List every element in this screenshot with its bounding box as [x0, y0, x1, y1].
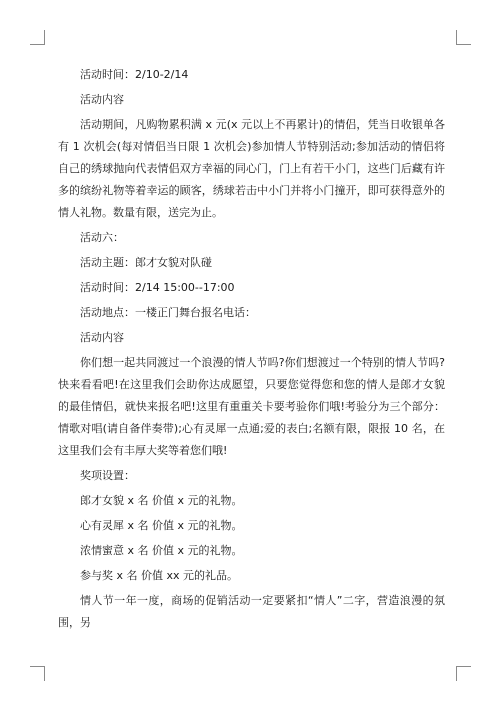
paragraph-award-1: 郎才女貌 x 名 价值 x 元的礼物。: [80, 494, 243, 507]
paragraph-activity-time: 活动时间：2/10-2/14: [80, 68, 189, 81]
paragraph-activity-content-heading: 活动内容: [80, 93, 124, 106]
crop-mark-bottom-right: [456, 666, 471, 681]
document-body: [58, 64, 445, 637]
paragraph-activity-theme: 活动主题：郎才女貌对队碰: [80, 256, 212, 269]
crop-mark-bottom-left: [30, 666, 45, 681]
paragraph-activity-content-heading-2: 活动内容: [80, 331, 124, 344]
crop-mark-top-right: [456, 30, 471, 45]
paragraph-activity-description-2: 你们想一起共同渡过一个浪漫的情人节吗?你们想渡过一个特别的情人节吗?快来看看吧!在这里我们会助你达成愿望，只要您觉得您和您的情人是郎才女貌的最佳情侣，就快来报名吧!这里有重重关卡要考验你们哦!考验分为三个部分：情歌对唱(请自备伴奏带);心有灵犀一点通;爱的表白;名额有限，限报 10 名，在这里我们会有丰厚大奖等着您们哦!: [58, 356, 445, 457]
crop-mark-top-left: [30, 30, 45, 45]
paragraph-award-2: 心有灵犀 x 名 价值 x 元的礼物。: [80, 519, 243, 532]
paragraph-activity-location: 活动地点：一楼正门舞台报名电话：: [80, 306, 256, 319]
paragraph-closing: 情人节一年一度，商场的促销活动一定要紧扣“情人”二字，营造浪漫的氛围，另: [58, 594, 445, 629]
paragraph-activity-six: 活动六：: [80, 231, 124, 244]
paragraph-award-4: 参与奖 x 名 价值 xx 元的礼品。: [80, 569, 239, 582]
paragraph-activity-description: 活动期间，凡购物累积满 x 元(x 元以上不再累计)的情侣，凭当日收银单各有 1 次机会(每对情侣当日限 1 次机会)参加情人节特别活动;参加活动的情侣将自己的绣球抛向代表情侣双方幸福的同心门，门上有若干小门，这些门后藏有许多的缤纷礼物等着幸运的顾客，绣球若击中小门并将小门撞开，即可获得意外的情人礼物。数量有限，送完为止。: [58, 118, 445, 219]
paragraph-awards-heading: 奖项设置：: [80, 469, 135, 482]
paragraph-award-3: 浓情蜜意 x 名 价值 x 元的礼物。: [80, 544, 243, 557]
paragraph-activity-time-2: 活动时间：2/14 15:00--17:00: [80, 281, 235, 294]
